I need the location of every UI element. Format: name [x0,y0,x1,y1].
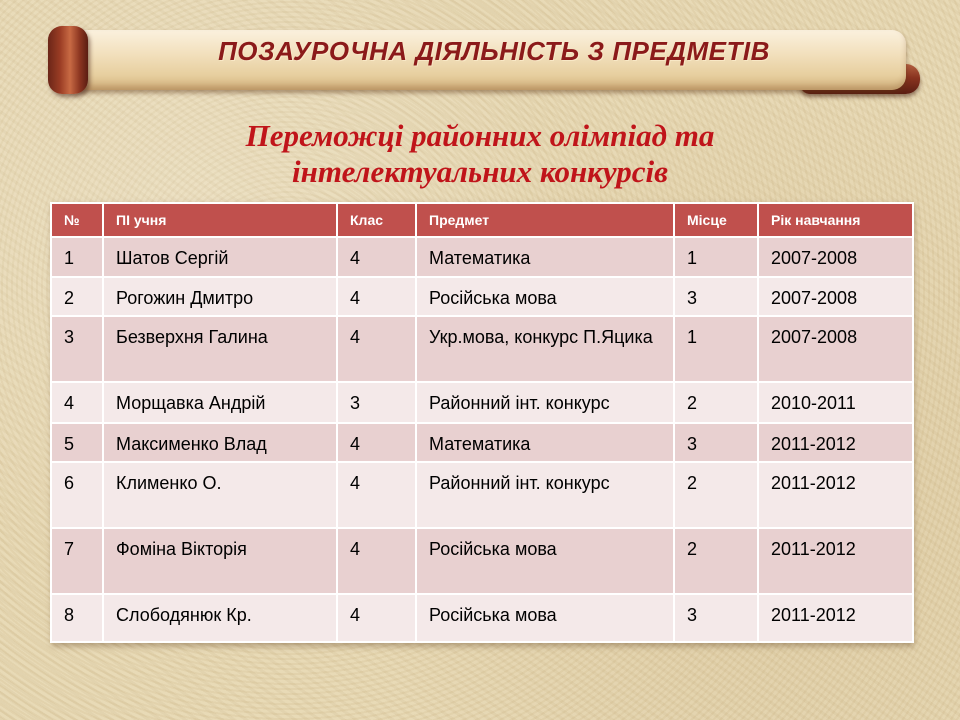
header-class: Клас [337,203,416,237]
cell-subject: Російська мова [416,277,674,316]
header-subject: Предмет [416,203,674,237]
cell-subject: Російська мова [416,594,674,642]
table-row [51,594,913,642]
table-row [51,382,913,423]
cell-student-name: Фоміна Вікторія [103,528,337,594]
cell-place: 2 [674,462,758,528]
header-year: Рік навчання [758,203,913,237]
table-row [51,528,913,594]
cell-number: 3 [51,316,103,382]
cell-student-name: Клименко О. [103,462,337,528]
cell-class: 4 [337,423,416,462]
cell-subject: Укр.мова, конкурс П.Яцика [416,316,674,382]
header-student-name: ПІ учня [103,203,337,237]
cell-number: 7 [51,528,103,594]
cell-year: 2011-2012 [758,528,913,594]
cell-number: 5 [51,423,103,462]
cell-year: 2010-2011 [758,382,913,423]
table-header-row [51,203,913,237]
cell-student-name: Шатов Сергій [103,237,337,277]
cell-class: 4 [337,462,416,528]
cell-subject: Районний інт. конкурс [416,462,674,528]
cell-number: 1 [51,237,103,277]
cell-class: 4 [337,237,416,277]
cell-class: 4 [337,528,416,594]
cell-year: 2007-2008 [758,277,913,316]
cell-subject: Російська мова [416,528,674,594]
cell-student-name: Безверхня Галина [103,316,337,382]
cell-student-name: Слободянюк Кр. [103,594,337,642]
scroll-roll-left [48,26,88,94]
table-row [51,277,913,316]
cell-place: 3 [674,423,758,462]
cell-number: 4 [51,382,103,423]
winners-table-container [50,202,912,643]
cell-student-name: Рогожин Дмитро [103,277,337,316]
cell-place: 3 [674,277,758,316]
table-row [51,423,913,462]
cell-place: 1 [674,237,758,277]
cell-number: 6 [51,462,103,528]
cell-class: 4 [337,277,416,316]
table-row [51,237,913,277]
cell-place: 2 [674,528,758,594]
cell-subject: Математика [416,237,674,277]
table-row [51,462,913,528]
cell-student-name: Максименко Влад [103,423,337,462]
cell-year: 2011-2012 [758,423,913,462]
winners-table [50,202,914,643]
cell-place: 1 [674,316,758,382]
cell-number: 2 [51,277,103,316]
cell-class: 4 [337,316,416,382]
subtitle [100,118,860,190]
page-title: ПОЗАУРОЧНА ДІЯЛЬНІСТЬ З ПРЕДМЕТІВ [218,36,770,66]
cell-year: 2011-2012 [758,594,913,642]
header-number: № [51,203,103,237]
cell-place: 2 [674,382,758,423]
cell-subject: Математика [416,423,674,462]
cell-place: 3 [674,594,758,642]
cell-year: 2011-2012 [758,462,913,528]
cell-class: 4 [337,594,416,642]
subtitle-line-2: інтелектуальних конкурсів [292,154,668,189]
cell-number: 8 [51,594,103,642]
cell-class: 3 [337,382,416,423]
cell-subject: Районний інт. конкурс [416,382,674,423]
cell-year: 2007-2008 [758,316,913,382]
cell-year: 2007-2008 [758,237,913,277]
header-place: Місце [674,203,758,237]
cell-student-name: Морщавка Андрій [103,382,337,423]
table-row [51,316,913,382]
title-banner-scroll [48,26,920,96]
subtitle-line-1: Переможці районних олімпіад та [245,118,715,153]
